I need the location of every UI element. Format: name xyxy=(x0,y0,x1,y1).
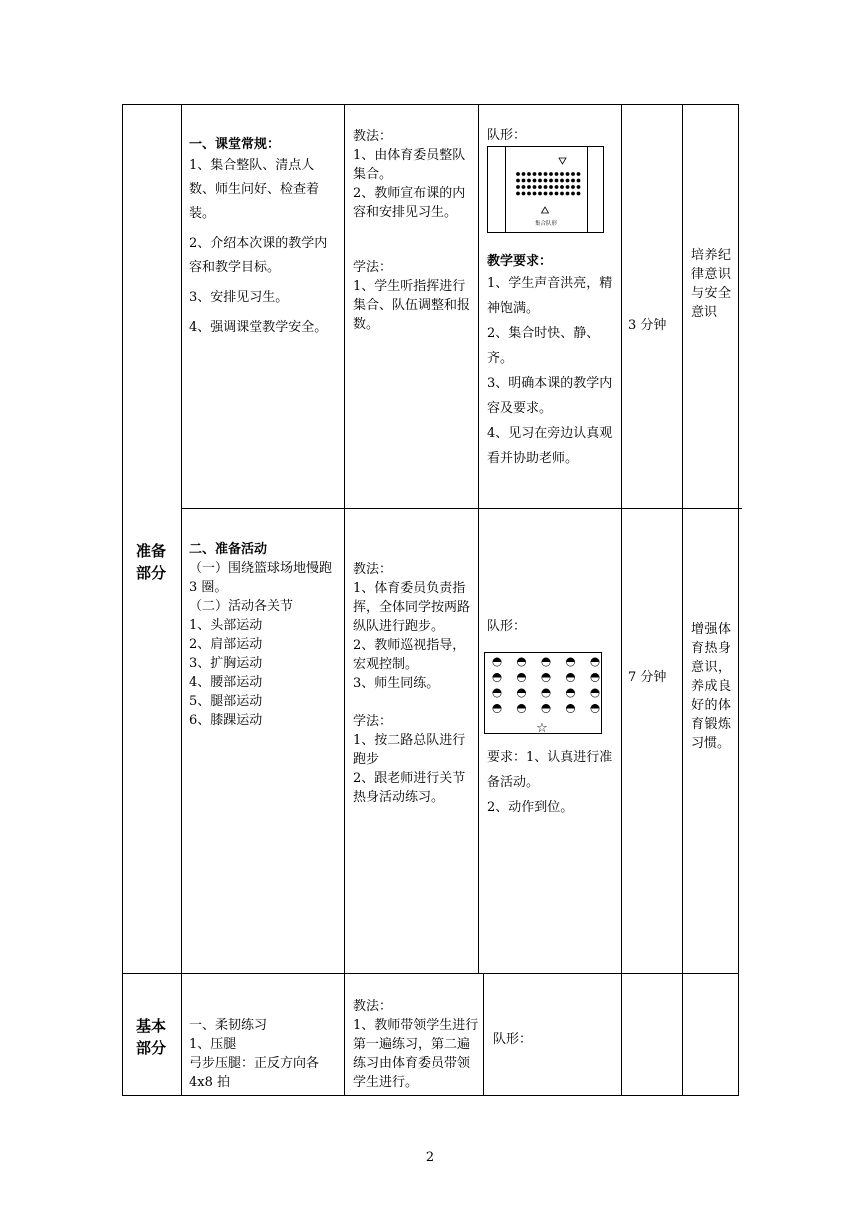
row3-teach xyxy=(353,997,479,1092)
student-ball-icon xyxy=(591,658,599,666)
row2-time: 7 分钟 xyxy=(628,670,667,685)
student-ball-icon xyxy=(542,673,550,681)
diagram-caption: 集合队形 xyxy=(534,221,558,227)
row1-req-title: 教学要求： xyxy=(487,254,553,269)
row1-learn-label: 学法： xyxy=(353,260,393,275)
student-ball-icon xyxy=(566,673,574,681)
student-dot xyxy=(555,179,559,183)
row1-time: 3 分钟 xyxy=(628,318,667,333)
row1-formation-label: 队形： xyxy=(487,128,527,143)
student-dot xyxy=(560,185,564,189)
student-dot xyxy=(560,172,564,176)
student-ball-icon xyxy=(591,673,599,681)
row1-requirements xyxy=(487,252,617,471)
row3-content-item: 一、柔韧练习 xyxy=(189,1018,268,1033)
student-dot xyxy=(533,179,537,183)
row2-teach-item: 3、师生同练。 xyxy=(353,676,440,691)
row1-content-item: 2、介绍本次课的教学内容和教学目标。 xyxy=(189,236,328,275)
row3-content-item: 1、压腿 xyxy=(189,1037,237,1052)
row1-content-item: 1、集合整队、清点人数、师生问好、检查着装。 xyxy=(189,158,320,221)
student-dot xyxy=(522,179,526,183)
col-line-3b xyxy=(483,973,484,1096)
row1-formation-diagram xyxy=(487,146,604,233)
row1-teach-item: 2、教师宣布课的内容和安排见习生。 xyxy=(353,186,466,220)
student-dot xyxy=(549,185,553,189)
student-ball-icon xyxy=(493,704,501,712)
student-dot xyxy=(544,192,548,196)
row3-formation-label: 队形： xyxy=(493,1032,533,1047)
student-ball-icon xyxy=(566,689,574,697)
student-dot xyxy=(560,179,564,183)
row2-content-item: 1、头部运动 xyxy=(189,618,263,633)
student-ball-icon xyxy=(542,689,550,697)
row2-content-item: （一）围绕篮球场地慢跑 3 圈。 xyxy=(189,561,333,595)
student-dot xyxy=(516,172,520,176)
row2-teach-item: 2、教师巡视指导，宏观控制。 xyxy=(353,638,466,672)
student-dot xyxy=(538,179,542,183)
student-dot xyxy=(533,185,537,189)
col-line-3a xyxy=(478,104,479,973)
row2-teach-item: 1、体育委员负责指挥，全体同学按两路纵队进行跑步。 xyxy=(353,581,471,634)
row2-content-item: 4、腰部运动 xyxy=(189,675,263,690)
row-divider-2 xyxy=(122,973,739,974)
row2-content-title: 二、准备活动 xyxy=(189,542,268,557)
row2-formation-label: 队形： xyxy=(487,619,527,634)
student-dot xyxy=(549,172,553,176)
student-dot xyxy=(571,185,575,189)
student-dot xyxy=(527,179,531,183)
student-dot xyxy=(538,192,542,196)
teacher-star-icon: ☆ xyxy=(536,721,548,734)
row1-content-title: 一、课堂常规： xyxy=(189,137,281,152)
student-dot xyxy=(544,185,548,189)
student-dot xyxy=(544,179,548,183)
student-ball-icon xyxy=(493,689,501,697)
student-dot xyxy=(538,185,542,189)
col-line-1 xyxy=(181,104,182,1096)
row1-req-item: 4、见习在旁边认真观看并协助老师。 xyxy=(487,426,613,466)
row3-teach-label: 教法： xyxy=(353,999,393,1014)
student-dot xyxy=(549,192,553,196)
student-dot xyxy=(566,192,570,196)
row2-content-item: （二）活动各关节 xyxy=(189,599,294,614)
student-dot xyxy=(566,172,570,176)
row2-teach-label: 教法： xyxy=(353,562,393,577)
student-dot xyxy=(533,192,537,196)
student-dot xyxy=(566,179,570,183)
student-dot xyxy=(555,172,559,176)
row-divider-1 xyxy=(181,508,742,509)
student-ball-icon xyxy=(591,704,599,712)
row3-content xyxy=(189,1016,341,1092)
student-dot xyxy=(522,185,526,189)
col-line-5 xyxy=(682,104,683,1096)
row1-teach xyxy=(353,127,473,334)
row2-requirements xyxy=(487,745,617,820)
student-dot xyxy=(533,172,537,176)
row1-learn-item: 1、学生听指挥进行集合、队伍调整和报数。 xyxy=(353,279,471,332)
row1-req-item: 2、集合时快、静、齐。 xyxy=(487,326,600,366)
row2-req-item: 2、动作到位。 xyxy=(487,800,574,815)
student-dot xyxy=(577,172,581,176)
row2-learn-label: 学法： xyxy=(353,714,393,729)
student-dot xyxy=(516,192,520,196)
student-dot xyxy=(527,192,531,196)
student-ball-icon xyxy=(542,704,550,712)
row1-content-item: 3、安排见习生。 xyxy=(189,290,289,305)
student-ball-icon xyxy=(542,658,550,666)
student-dot xyxy=(577,179,581,183)
student-ball-icon xyxy=(517,689,525,697)
row2-content-item: 6、膝踝运动 xyxy=(189,713,263,728)
row1-goal: 培养纪律意识与安全意识 xyxy=(691,248,731,320)
student-dot xyxy=(577,192,581,196)
student-dot xyxy=(538,172,542,176)
row1-teach-item: 1、由体育委员整队集合。 xyxy=(353,148,466,182)
student-dot xyxy=(522,172,526,176)
row2-formation-diagram xyxy=(484,652,602,734)
student-ball-icon xyxy=(517,658,525,666)
student-dot xyxy=(549,179,553,183)
student-dot xyxy=(571,179,575,183)
student-dot xyxy=(522,192,526,196)
table-top-border xyxy=(122,104,739,105)
student-dot xyxy=(516,185,520,189)
row2-content-item: 3、扩胸运动 xyxy=(189,656,263,671)
student-ball-icon xyxy=(517,704,525,712)
page-number: 2 xyxy=(425,1150,435,1165)
student-ball-icon xyxy=(591,689,599,697)
col-line-2 xyxy=(344,104,345,1096)
row3-teach-item: 1、教师带领学生进行第一遍练习，第二遍练习由体育委员带领学生进行。 xyxy=(353,1018,479,1090)
student-dot xyxy=(527,185,531,189)
student-dot xyxy=(555,192,559,196)
row2-req-item: 要求：1、认真进行准备活动。 xyxy=(487,750,613,790)
student-dot xyxy=(577,185,581,189)
student-dot xyxy=(516,179,520,183)
row1-content-item: 4、强调课堂教学安全。 xyxy=(189,320,328,335)
col-line-6 xyxy=(738,104,739,1096)
row2-learn-item: 2、跟老师进行关节热身活动练习。 xyxy=(353,771,466,805)
table-bottom-border xyxy=(122,1095,739,1096)
section-basic-label: 基本部分 xyxy=(135,1017,166,1057)
row1-teach-label: 教法： xyxy=(353,129,393,144)
row3-content-item: 弓步压腿：正反方向各 4x8 拍 xyxy=(189,1056,320,1090)
row2-content xyxy=(189,540,341,730)
student-ball-icon xyxy=(517,673,525,681)
row1-req-item: 1、学生声音洪亮，精神饱满。 xyxy=(487,276,613,316)
row2-goal: 增强体育热身意识，养成良好的体育锻炼习惯。 xyxy=(691,622,731,751)
student-dot xyxy=(544,172,548,176)
col-line-4 xyxy=(621,104,622,1096)
student-dot xyxy=(566,185,570,189)
section-prep-label: 准备部分 xyxy=(135,542,166,582)
col-line-0 xyxy=(122,104,123,1096)
student-dot xyxy=(527,172,531,176)
student-dot xyxy=(560,192,564,196)
row2-content-item: 2、肩部运动 xyxy=(189,637,263,652)
student-ball-icon xyxy=(493,673,501,681)
row2-teach xyxy=(353,560,473,807)
student-ball-icon xyxy=(493,658,501,666)
student-dot xyxy=(571,172,575,176)
row2-content-item: 5、腿部运动 xyxy=(189,694,263,709)
student-ball-icon xyxy=(566,704,574,712)
student-ball-icon xyxy=(566,658,574,666)
row1-content xyxy=(189,135,339,340)
student-dot xyxy=(571,192,575,196)
student-dot xyxy=(555,185,559,189)
row1-req-item: 3、明确本课的教学内容及要求。 xyxy=(487,376,613,416)
row2-learn-item: 1、按二路总队进行跑步 xyxy=(353,733,466,767)
